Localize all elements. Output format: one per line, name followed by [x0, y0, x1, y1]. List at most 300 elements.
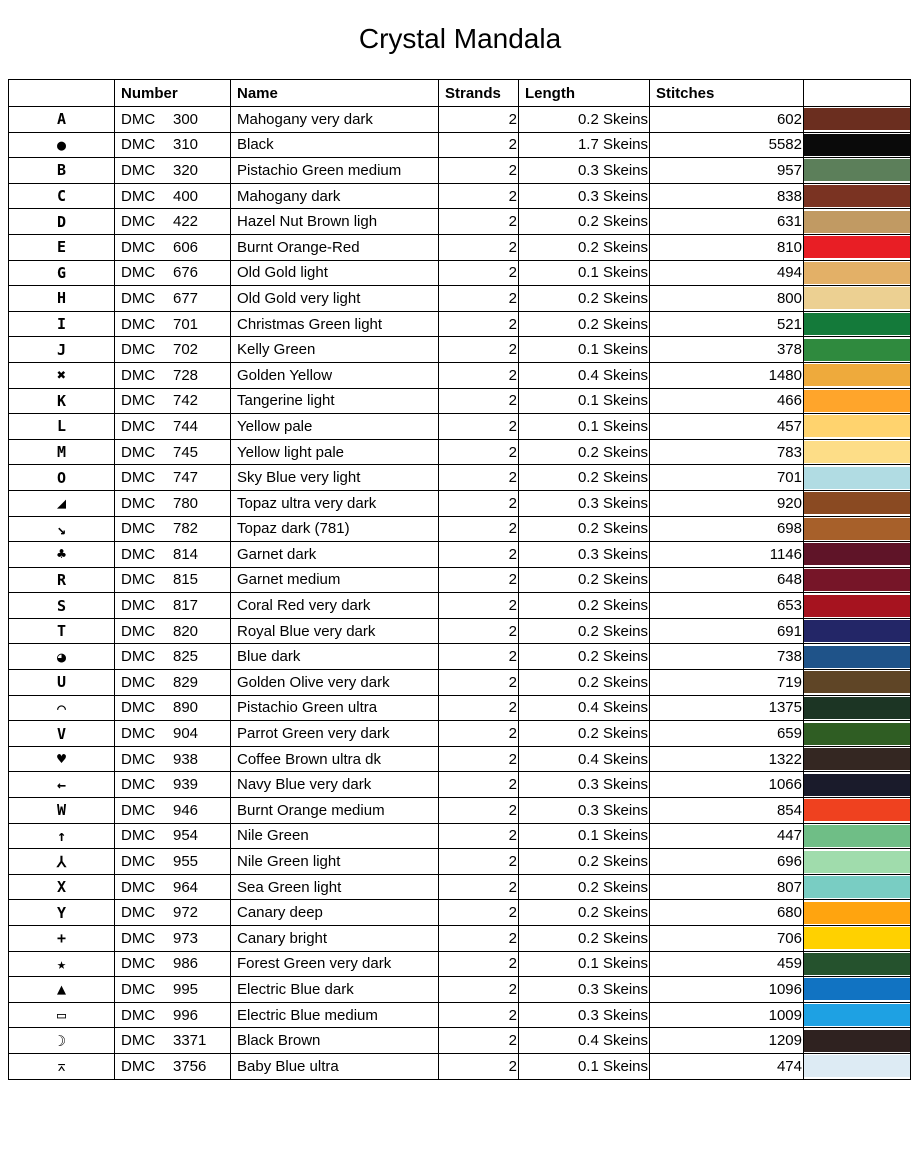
- brand-label: DMC: [121, 904, 156, 922]
- stitches-cell: 653: [650, 593, 804, 619]
- table-row: [9, 951, 911, 977]
- color-swatch: [804, 748, 910, 770]
- number-cell: [115, 362, 231, 388]
- stitches-cell: 1480: [650, 362, 804, 388]
- brand-label: DMC: [121, 392, 156, 410]
- table-row: [9, 721, 911, 747]
- strands-cell: 2: [439, 1028, 519, 1054]
- strands-cell: 2: [439, 311, 519, 337]
- color-swatch: [804, 978, 910, 1000]
- strands-cell: 2: [439, 516, 519, 542]
- header-strands: Strands: [439, 80, 519, 107]
- name-cell: Coral Red very dark: [231, 593, 439, 619]
- color-swatch: [804, 415, 910, 437]
- name-cell: Black: [231, 132, 439, 158]
- name-cell: Kelly Green: [231, 337, 439, 363]
- thread-code: 939: [173, 776, 199, 794]
- strands-cell: 2: [439, 362, 519, 388]
- strands-cell: 2: [439, 644, 519, 670]
- thread-code: 676: [173, 264, 199, 282]
- strands-cell: 2: [439, 260, 519, 286]
- color-swatch: [804, 953, 910, 975]
- symbol-cell: L: [9, 414, 115, 440]
- number-cell: [115, 107, 231, 133]
- length-cell: 0.3 Skeins: [519, 542, 650, 568]
- table-row: [9, 670, 911, 696]
- color-swatch: [804, 595, 910, 617]
- color-swatch: [804, 211, 910, 233]
- header-number: Number: [115, 80, 231, 107]
- length-cell: 0.4 Skeins: [519, 1028, 650, 1054]
- brand-label: DMC: [121, 878, 156, 896]
- name-cell: Sea Green light: [231, 874, 439, 900]
- length-cell: 0.1 Skeins: [519, 951, 650, 977]
- color-swatch-cell: [804, 823, 911, 849]
- color-swatch-cell: [804, 516, 911, 542]
- symbol-cell: ⅄: [9, 849, 115, 875]
- strands-cell: 2: [439, 286, 519, 312]
- thread-code: 742: [173, 392, 199, 410]
- brand-label: DMC: [121, 110, 156, 128]
- thread-code: 815: [173, 571, 199, 589]
- symbol-cell: K: [9, 388, 115, 414]
- name-cell: Baby Blue ultra: [231, 1053, 439, 1079]
- stitches-cell: 698: [650, 516, 804, 542]
- strands-cell: 2: [439, 695, 519, 721]
- thread-code: 820: [173, 622, 199, 640]
- stitches-cell: 5582: [650, 132, 804, 158]
- color-swatch-cell: [804, 926, 911, 952]
- table-row: [9, 874, 911, 900]
- number-cell: [115, 695, 231, 721]
- color-swatch: [804, 620, 910, 642]
- length-cell: 0.4 Skeins: [519, 362, 650, 388]
- strands-cell: 2: [439, 772, 519, 798]
- brand-label: DMC: [121, 213, 156, 231]
- length-cell: 0.4 Skeins: [519, 695, 650, 721]
- thread-code: 955: [173, 853, 199, 871]
- strands-cell: 2: [439, 388, 519, 414]
- number-cell: [115, 1053, 231, 1079]
- number-cell: [115, 849, 231, 875]
- thread-code: 825: [173, 648, 199, 666]
- stitches-cell: 706: [650, 926, 804, 952]
- strands-cell: 2: [439, 823, 519, 849]
- length-cell: 0.1 Skeins: [519, 414, 650, 440]
- strands-cell: 2: [439, 439, 519, 465]
- brand-label: DMC: [121, 187, 156, 205]
- table-row: [9, 439, 911, 465]
- name-cell: Electric Blue dark: [231, 977, 439, 1003]
- stitches-cell: 1375: [650, 695, 804, 721]
- name-cell: Nile Green: [231, 823, 439, 849]
- number-cell: [115, 823, 231, 849]
- table-row: [9, 337, 911, 363]
- number-cell: [115, 465, 231, 491]
- brand-label: DMC: [121, 289, 156, 307]
- color-swatch-cell: [804, 1002, 911, 1028]
- stitches-cell: 838: [650, 183, 804, 209]
- length-cell: 0.3 Skeins: [519, 158, 650, 184]
- thread-code: 728: [173, 366, 199, 384]
- brand-label: DMC: [121, 673, 156, 691]
- table-row: [9, 618, 911, 644]
- color-swatch-cell: [804, 260, 911, 286]
- name-cell: Mahogany very dark: [231, 107, 439, 133]
- name-cell: Golden Yellow: [231, 362, 439, 388]
- name-cell: Black Brown: [231, 1028, 439, 1054]
- color-swatch: [804, 876, 910, 898]
- color-swatch: [804, 671, 910, 693]
- thread-code: 995: [173, 980, 199, 998]
- color-swatch-cell: [804, 286, 911, 312]
- stitches-cell: 1146: [650, 542, 804, 568]
- color-swatch: [804, 927, 910, 949]
- symbol-cell: G: [9, 260, 115, 286]
- name-cell: Old Gold very light: [231, 286, 439, 312]
- color-swatch-cell: [804, 337, 911, 363]
- stitches-cell: 800: [650, 286, 804, 312]
- color-swatch-cell: [804, 311, 911, 337]
- color-swatch: [804, 313, 910, 335]
- symbol-cell: D: [9, 209, 115, 235]
- color-swatch: [804, 467, 910, 489]
- symbol-cell: H: [9, 286, 115, 312]
- thread-code: 964: [173, 878, 199, 896]
- brand-label: DMC: [121, 622, 156, 640]
- length-cell: 0.1 Skeins: [519, 388, 650, 414]
- color-swatch-cell: [804, 874, 911, 900]
- thread-code: 3371: [173, 1032, 207, 1050]
- symbol-cell: ✖: [9, 362, 115, 388]
- color-swatch: [804, 518, 910, 540]
- symbol-cell: ◢: [9, 490, 115, 516]
- color-swatch-cell: [804, 1028, 911, 1054]
- number-cell: [115, 439, 231, 465]
- color-swatch-cell: [804, 132, 911, 158]
- strands-cell: 2: [439, 567, 519, 593]
- thread-code: 780: [173, 494, 199, 512]
- page-title: Crystal Mandala: [358, 23, 562, 54]
- symbol-cell: ↑: [9, 823, 115, 849]
- name-cell: Old Gold light: [231, 260, 439, 286]
- strands-cell: 2: [439, 337, 519, 363]
- symbol-cell: +: [9, 926, 115, 952]
- stitches-cell: 631: [650, 209, 804, 235]
- color-swatch-cell: [804, 465, 911, 491]
- brand-label: DMC: [121, 366, 156, 384]
- color-swatch-cell: [804, 362, 911, 388]
- thread-code: 782: [173, 520, 199, 538]
- strands-cell: 2: [439, 798, 519, 824]
- brand-label: DMC: [121, 1006, 156, 1024]
- color-swatch: [804, 108, 910, 130]
- color-swatch-cell: [804, 542, 911, 568]
- thread-code: 747: [173, 469, 199, 487]
- length-cell: 0.2 Skeins: [519, 567, 650, 593]
- strands-cell: 2: [439, 132, 519, 158]
- brand-label: DMC: [121, 801, 156, 819]
- color-swatch-cell: [804, 900, 911, 926]
- thread-code: 972: [173, 904, 199, 922]
- length-cell: 0.3 Skeins: [519, 977, 650, 1003]
- strands-cell: 2: [439, 414, 519, 440]
- color-swatch-cell: [804, 772, 911, 798]
- number-cell: [115, 1028, 231, 1054]
- table-row: [9, 926, 911, 952]
- symbol-cell: E: [9, 234, 115, 260]
- table-row: [9, 107, 911, 133]
- table-row: [9, 234, 911, 260]
- brand-label: DMC: [121, 494, 156, 512]
- stitches-cell: 457: [650, 414, 804, 440]
- thread-code: 701: [173, 315, 199, 333]
- name-cell: Parrot Green very dark: [231, 721, 439, 747]
- symbol-cell: T: [9, 618, 115, 644]
- color-swatch-cell: [804, 414, 911, 440]
- number-cell: [115, 746, 231, 772]
- brand-label: DMC: [121, 341, 156, 359]
- color-swatch-cell: [804, 721, 911, 747]
- brand-label: DMC: [121, 853, 156, 871]
- length-cell: 0.2 Skeins: [519, 644, 650, 670]
- length-cell: 0.1 Skeins: [519, 260, 650, 286]
- stitches-cell: 474: [650, 1053, 804, 1079]
- name-cell: Navy Blue very dark: [231, 772, 439, 798]
- number-cell: [115, 977, 231, 1003]
- number-cell: [115, 567, 231, 593]
- name-cell: Nile Green light: [231, 849, 439, 875]
- color-swatch: [804, 159, 910, 181]
- strands-cell: 2: [439, 107, 519, 133]
- brand-label: DMC: [121, 545, 156, 563]
- number-cell: [115, 414, 231, 440]
- stitches-cell: 1322: [650, 746, 804, 772]
- thread-code: 606: [173, 238, 199, 256]
- color-swatch-cell: [804, 107, 911, 133]
- symbol-cell: C: [9, 183, 115, 209]
- symbol-cell: ●: [9, 132, 115, 158]
- thread-legend-table: [8, 79, 911, 1080]
- thread-code: 814: [173, 545, 199, 563]
- color-swatch: [804, 390, 910, 412]
- length-cell: 0.2 Skeins: [519, 516, 650, 542]
- symbol-cell: ★: [9, 951, 115, 977]
- number-cell: [115, 951, 231, 977]
- brand-label: DMC: [121, 929, 156, 947]
- number-cell: [115, 926, 231, 952]
- length-cell: 0.2 Skeins: [519, 593, 650, 619]
- name-cell: Yellow pale: [231, 414, 439, 440]
- symbol-cell: W: [9, 798, 115, 824]
- number-cell: [115, 183, 231, 209]
- length-cell: 0.4 Skeins: [519, 746, 650, 772]
- strands-cell: 2: [439, 900, 519, 926]
- length-cell: 0.2 Skeins: [519, 209, 650, 235]
- color-swatch-cell: [804, 209, 911, 235]
- color-swatch: [804, 492, 910, 514]
- number-cell: [115, 593, 231, 619]
- stitches-cell: 459: [650, 951, 804, 977]
- thread-code: 829: [173, 673, 199, 691]
- length-cell: 0.2 Skeins: [519, 286, 650, 312]
- symbol-cell: S: [9, 593, 115, 619]
- table-row: [9, 132, 911, 158]
- table-row: [9, 823, 911, 849]
- brand-label: DMC: [121, 955, 156, 973]
- color-swatch-cell: [804, 490, 911, 516]
- symbol-cell: ☽: [9, 1028, 115, 1054]
- stitches-cell: 807: [650, 874, 804, 900]
- name-cell: Christmas Green light: [231, 311, 439, 337]
- stitches-cell: 648: [650, 567, 804, 593]
- header-stitches: Stitches: [650, 80, 804, 107]
- color-swatch: [804, 134, 910, 156]
- number-cell: [115, 798, 231, 824]
- brand-label: DMC: [121, 827, 156, 845]
- name-cell: Golden Olive very dark: [231, 670, 439, 696]
- stitches-cell: 783: [650, 439, 804, 465]
- strands-cell: 2: [439, 618, 519, 644]
- thread-code: 938: [173, 750, 199, 768]
- symbol-cell: ▭: [9, 1002, 115, 1028]
- stitches-cell: 957: [650, 158, 804, 184]
- number-cell: [115, 1002, 231, 1028]
- color-swatch-cell: [804, 618, 911, 644]
- number-cell: [115, 874, 231, 900]
- length-cell: 0.2 Skeins: [519, 721, 650, 747]
- length-cell: 0.2 Skeins: [519, 618, 650, 644]
- length-cell: 0.2 Skeins: [519, 670, 650, 696]
- header-symbol: [9, 80, 115, 107]
- strands-cell: 2: [439, 721, 519, 747]
- symbol-cell: ♣: [9, 542, 115, 568]
- number-cell: [115, 286, 231, 312]
- brand-label: DMC: [121, 725, 156, 743]
- color-swatch: [804, 262, 910, 284]
- name-cell: Pistachio Green medium: [231, 158, 439, 184]
- name-cell: Burnt Orange-Red: [231, 234, 439, 260]
- number-cell: [115, 490, 231, 516]
- symbol-cell: ♥: [9, 746, 115, 772]
- thread-code: 890: [173, 699, 199, 717]
- thread-code: 946: [173, 801, 199, 819]
- header-color: [804, 80, 911, 107]
- symbol-cell: ⌅: [9, 1053, 115, 1079]
- stitches-cell: 521: [650, 311, 804, 337]
- length-cell: 0.3 Skeins: [519, 798, 650, 824]
- table-row: [9, 593, 911, 619]
- brand-label: DMC: [121, 443, 156, 461]
- color-swatch: [804, 441, 910, 463]
- length-cell: 0.3 Skeins: [519, 490, 650, 516]
- symbol-cell: J: [9, 337, 115, 363]
- thread-code: 400: [173, 187, 199, 205]
- color-swatch: [804, 799, 910, 821]
- strands-cell: 2: [439, 209, 519, 235]
- stitches-cell: 378: [650, 337, 804, 363]
- symbol-cell: A: [9, 107, 115, 133]
- length-cell: 1.7 Skeins: [519, 132, 650, 158]
- table-row: [9, 644, 911, 670]
- strands-cell: 2: [439, 670, 519, 696]
- header-length: Length: [519, 80, 650, 107]
- number-cell: [115, 158, 231, 184]
- color-swatch-cell: [804, 798, 911, 824]
- number-cell: [115, 542, 231, 568]
- table-row: [9, 311, 911, 337]
- brand-label: DMC: [121, 520, 156, 538]
- table-row: [9, 516, 911, 542]
- number-cell: [115, 900, 231, 926]
- number-cell: [115, 644, 231, 670]
- table-row: [9, 1053, 911, 1079]
- color-swatch: [804, 1055, 910, 1077]
- brand-label: DMC: [121, 161, 156, 179]
- color-swatch-cell: [804, 670, 911, 696]
- brand-label: DMC: [121, 571, 156, 589]
- stitches-cell: 701: [650, 465, 804, 491]
- symbol-cell: ▲: [9, 977, 115, 1003]
- brand-label: DMC: [121, 315, 156, 333]
- color-swatch-cell: [804, 439, 911, 465]
- number-cell: [115, 772, 231, 798]
- strands-cell: 2: [439, 542, 519, 568]
- name-cell: Mahogany dark: [231, 183, 439, 209]
- color-swatch: [804, 287, 910, 309]
- strands-cell: 2: [439, 926, 519, 952]
- length-cell: 0.2 Skeins: [519, 439, 650, 465]
- name-cell: Electric Blue medium: [231, 1002, 439, 1028]
- table-row: [9, 465, 911, 491]
- table-row: [9, 286, 911, 312]
- table-row: [9, 1002, 911, 1028]
- length-cell: 0.2 Skeins: [519, 926, 650, 952]
- thread-code: 904: [173, 725, 199, 743]
- brand-label: DMC: [121, 750, 156, 768]
- stitches-cell: 680: [650, 900, 804, 926]
- thread-code: 817: [173, 597, 199, 615]
- name-cell: Garnet dark: [231, 542, 439, 568]
- stitches-cell: 602: [650, 107, 804, 133]
- table-row: [9, 542, 911, 568]
- brand-label: DMC: [121, 597, 156, 615]
- thread-code: 677: [173, 289, 199, 307]
- symbol-cell: I: [9, 311, 115, 337]
- thread-code: 300: [173, 110, 199, 128]
- symbol-cell: ←: [9, 772, 115, 798]
- color-swatch: [804, 569, 910, 591]
- brand-label: DMC: [121, 648, 156, 666]
- name-cell: Coffee Brown ultra dk: [231, 746, 439, 772]
- name-cell: Blue dark: [231, 644, 439, 670]
- thread-code: 744: [173, 417, 199, 435]
- table-row: [9, 1028, 911, 1054]
- name-cell: Canary deep: [231, 900, 439, 926]
- stitches-cell: 920: [650, 490, 804, 516]
- brand-label: DMC: [121, 136, 156, 154]
- strands-cell: 2: [439, 593, 519, 619]
- name-cell: Canary bright: [231, 926, 439, 952]
- strands-cell: 2: [439, 490, 519, 516]
- thread-code: 954: [173, 827, 199, 845]
- name-cell: Pistachio Green ultra: [231, 695, 439, 721]
- name-cell: Yellow light pale: [231, 439, 439, 465]
- color-swatch: [804, 236, 910, 258]
- brand-label: DMC: [121, 238, 156, 256]
- color-swatch: [804, 902, 910, 924]
- number-cell: [115, 618, 231, 644]
